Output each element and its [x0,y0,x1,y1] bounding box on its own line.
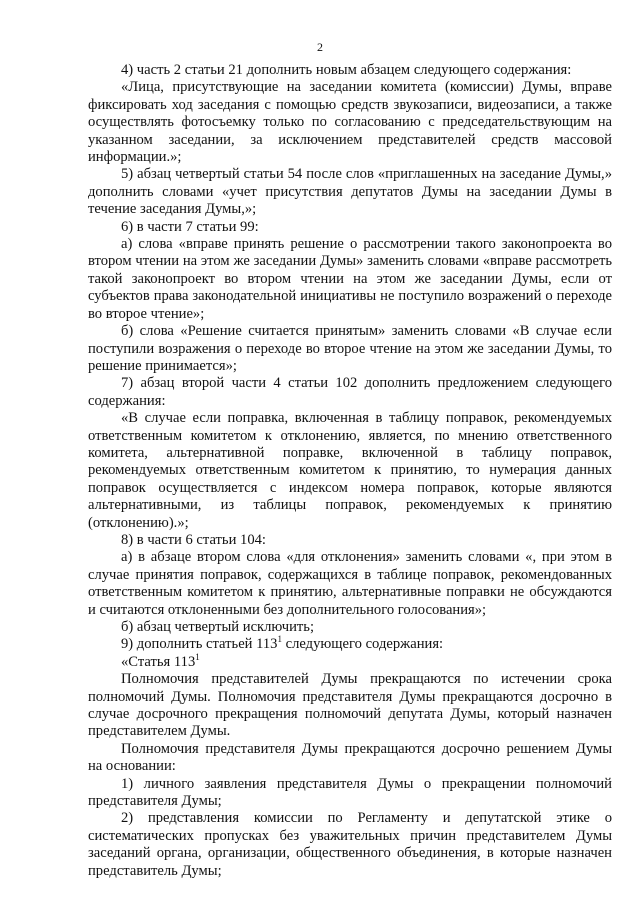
paragraph-amendment-6: 6) в части 7 статьи 99: [121,218,259,235]
paragraph-amendment-6a: а) слова «вправе принять решение о рассмотрении такого законопроекта во втором чтении на этом же заседании Думы» заменить словами «вправе рассмотреть такой законопроект во втором чтении на этом же заседании Думы, если от субъектов права законодательной инициативы не поступило возражений о переходе во второе чтение»; [88,236,612,322]
superscript: 1 [195,651,200,662]
paragraph-amendment-9: 9) дополнить статьей $113^1$ следующего содержания: [121,634,444,653]
paragraph-amendment-7: 7) абзац второй части 4 статьи 102 дополнить предложением следующего содержания: [88,375,612,409]
paragraph-ground-1: 1) личного заявления представителя Думы о прекращении полномочий представителя Думы; [88,775,612,810]
paragraph-amendment-6b: б) слова «Решение считается принятым» заменить словами «В случае если поступили возражения о переходе во второе чтение на этом же заседании Думы, то решение принимается»; [88,323,612,374]
paragraph-amendment-8a: а) в абзаце втором слова «для отклонения» заменить словами «, при этом в случае принятия поправок, содержащихся в таблице поправок, рекомендованных ответственным комитетом к принятию, альтернативные поправки не обсуждаются и считаются отклоненными без дополнительного голосования»; [88,549,612,618]
paragraph-quote-recording: «Лица, присутствующие на заседании комитета (комиссии) Думы, вправе фиксировать ход заседания с помощью средств звукозаписи, видеозаписи, а также осуществлять фотосъемку только по согласованию с председательствующим на указанном заседании, за исключением представителей средств массовой информации.»; [88,79,612,166]
superscript: 1 [277,634,282,645]
paragraph-amendment-5: 5) абзац четвертый статьи 54 после слов «приглашенных на заседание Думы,» дополнить словами «учет присутствия депутатов Думы на заседании Думы в течение заседания Думы,»; [88,166,612,218]
paragraph-amendment-8b: б) абзац четвертый исключить; [121,619,315,635]
paragraph-quote-alternative: «В случае если поправка, включенная в таблицу поправок, рекомендуемых ответственным комитетом к отклонению, является, по мнению ответственного комитета, альтернативной поправке, включенной в таблицу поправок, рекомендуемых ответственным комитетом к принятию, то нумерация данных поправок осуществляется с индексом номера поправок, которые являются альтернативными, из таблицы поправок, рекомендуемых к принятию (отклонению).»; [88,410,612,531]
paragraph-termination-term: Полномочия представителей Думы прекращаются по истечении срока полномочий Думы. Полномочия представителя Думы прекращаются досрочно в случае досрочного прекращения полномочий депутата Думы, который назначен представителем Думы. [88,671,612,740]
document-body [88,62,612,880]
paragraph-termination-grounds: Полномочия представителя Думы прекращаются досрочно решением Думы на основании: [88,740,612,775]
paragraph-ground-2: 2) представления комиссии по Регламенту и депутатской этике о систематических пропусках без уважительных причин представителем Думы заседаний органа, организации, общественного объединения, в которые назначен представитель Думы; [88,810,612,879]
paragraph-amendment-8: 8) в части 6 статьи 104: [121,531,266,548]
paragraph-amendment-4: 4) часть 2 статьи 21 дополнить новым абзацем следующего содержания: [121,62,572,78]
paragraph-article-heading: «Статья $113^1$ [121,651,200,670]
page-number: 2 [317,40,323,54]
